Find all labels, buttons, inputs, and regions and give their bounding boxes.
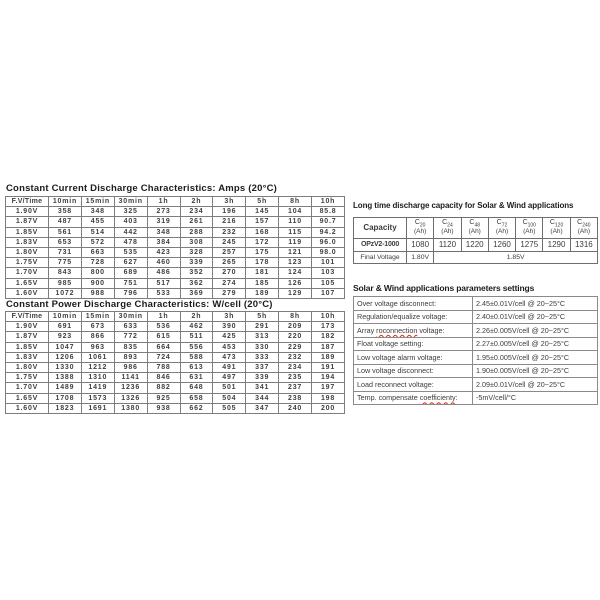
column-header: 8h xyxy=(279,197,312,207)
table-cell: 724 xyxy=(147,352,180,362)
parameter-row xyxy=(354,337,598,351)
table-cell: 1047 xyxy=(49,342,82,352)
table-cell: 358 xyxy=(49,207,82,217)
table-cell: 168 xyxy=(246,227,279,237)
table-row xyxy=(6,278,345,288)
parameter-value: 2.45±0.01V/cell @ 20~25°C xyxy=(473,297,598,311)
table-cell: 486 xyxy=(147,268,180,278)
table-cell: 689 xyxy=(114,268,147,278)
table-cell: 1236 xyxy=(114,383,147,393)
constant-current-title: Constant Current Discharge Characteristics: Amps (20°C) xyxy=(6,183,278,194)
parameter-value: 2.40±0.01V/cell @ 20~25°C xyxy=(473,310,598,324)
constant-power-table xyxy=(5,311,345,414)
table-cell: 533 xyxy=(147,288,180,298)
table-row xyxy=(6,362,345,372)
capacity-model-row xyxy=(354,239,598,252)
solar-params-title: Solar & Wind applications parameters settings xyxy=(353,283,535,293)
table-cell: 352 xyxy=(180,268,213,278)
capacity-value-cell: 1275 xyxy=(516,239,543,252)
table-cell: 925 xyxy=(147,393,180,403)
table-cell: 1388 xyxy=(49,373,82,383)
table-cell: 110 xyxy=(279,217,312,227)
table-cell: 333 xyxy=(246,352,279,362)
table-cell: 455 xyxy=(81,217,114,227)
capacity-header-label: Capacity xyxy=(354,218,407,239)
table-cell: 229 xyxy=(279,342,312,352)
table-cell: 240 xyxy=(279,403,312,413)
column-header: 15min xyxy=(81,312,114,322)
table-cell: 1380 xyxy=(114,403,147,413)
table-cell: 556 xyxy=(180,342,213,352)
table-cell: 390 xyxy=(213,322,246,332)
table-cell: 843 xyxy=(49,268,82,278)
table-cell: 1.65V xyxy=(6,393,49,403)
table-cell: 369 xyxy=(180,288,213,298)
table-cell: 662 xyxy=(180,403,213,413)
parameter-label: Temp. compensate coefficienty: xyxy=(354,391,473,405)
table-cell: 588 xyxy=(180,352,213,362)
column-header: 2h xyxy=(180,197,213,207)
table-cell: 172 xyxy=(246,237,279,247)
parameter-label: Low voltage disconnect: xyxy=(354,364,473,378)
table-cell: 182 xyxy=(312,332,345,342)
table-cell: 347 xyxy=(246,403,279,413)
table-cell: 986 xyxy=(114,362,147,372)
table-cell: 505 xyxy=(213,403,246,413)
table-cell: 85.8 xyxy=(312,207,345,217)
parameter-label: Array roconnection voltage: xyxy=(354,324,473,338)
column-header: 2h xyxy=(180,312,213,322)
table-cell: 232 xyxy=(279,352,312,362)
parameter-row xyxy=(354,310,598,324)
misspelled-word: roconnection xyxy=(376,325,418,335)
parameter-label: Load reconnect voltage: xyxy=(354,378,473,392)
table-cell: 1.70V xyxy=(6,383,49,393)
table-cell: 633 xyxy=(114,322,147,332)
table-cell: 274 xyxy=(213,278,246,288)
column-header: 30min xyxy=(114,312,147,322)
parameter-row xyxy=(354,351,598,365)
table-cell: 673 xyxy=(81,322,114,332)
capacity-value-cell: 1080 xyxy=(407,239,434,252)
table-cell: 175 xyxy=(246,247,279,257)
table-cell: 1330 xyxy=(49,362,82,372)
table-cell: 308 xyxy=(180,237,213,247)
parameter-value: 1.90±0.005V/cell @ 20~25°C xyxy=(473,364,598,378)
table-cell: 1326 xyxy=(114,393,147,403)
column-header: F.V/Time xyxy=(6,197,49,207)
table-cell: 1.65V xyxy=(6,278,49,288)
table-cell: 330 xyxy=(246,342,279,352)
table-cell: 328 xyxy=(180,247,213,257)
table-cell: 325 xyxy=(114,207,147,217)
table-cell: 835 xyxy=(114,342,147,352)
column-header: F.V/Time xyxy=(6,312,49,322)
table-cell: 1072 xyxy=(49,288,82,298)
table-cell: 504 xyxy=(213,393,246,403)
table-cell: 796 xyxy=(114,288,147,298)
table-cell: 511 xyxy=(180,332,213,342)
column-header: 10min xyxy=(49,312,82,322)
solar-params-body xyxy=(354,297,598,405)
table-cell: 194 xyxy=(312,373,345,383)
table-cell: 104 xyxy=(279,207,312,217)
table-cell: 1.70V xyxy=(6,268,49,278)
table-cell: 460 xyxy=(147,258,180,268)
table-cell: 1310 xyxy=(81,373,114,383)
final-voltage-rest-value: 1.85V xyxy=(434,251,598,264)
table-cell: 613 xyxy=(180,362,213,372)
table-cell: 631 xyxy=(180,373,213,383)
table-cell: 1.87V xyxy=(6,217,49,227)
column-header: 1h xyxy=(147,312,180,322)
final-voltage-label: Final Voltage xyxy=(354,251,407,264)
table-cell: 181 xyxy=(246,268,279,278)
table-cell: 572 xyxy=(81,237,114,247)
table-cell: 238 xyxy=(279,393,312,403)
column-header: 5h xyxy=(246,197,279,207)
table-cell: 517 xyxy=(147,278,180,288)
table-cell: 189 xyxy=(312,352,345,362)
parameter-row xyxy=(354,364,598,378)
column-header: 1h xyxy=(147,197,180,207)
table-cell: 288 xyxy=(180,227,213,237)
solar-params-table xyxy=(353,296,598,405)
table-cell: 103 xyxy=(312,268,345,278)
table-row xyxy=(6,332,345,342)
column-header: 3h xyxy=(213,312,246,322)
capacity-value-cell: 1120 xyxy=(434,239,461,252)
table-cell: 1489 xyxy=(49,383,82,393)
table-cell: 157 xyxy=(246,217,279,227)
table-cell: 561 xyxy=(49,227,82,237)
table-cell: 261 xyxy=(180,217,213,227)
parameter-row xyxy=(354,378,598,392)
table-cell: 1.80V xyxy=(6,247,49,257)
table-cell: 615 xyxy=(147,332,180,342)
capacity-column-header: $C_{20}$ (Ah) xyxy=(407,218,434,239)
table-row xyxy=(6,342,345,352)
table-cell: 963 xyxy=(81,342,114,352)
capacity-column-header: $C_{48}$ (Ah) xyxy=(461,218,488,239)
table-cell: 173 xyxy=(312,322,345,332)
table-cell: 344 xyxy=(246,393,279,403)
table-cell: 882 xyxy=(147,383,180,393)
table-cell: 1419 xyxy=(81,383,114,393)
table-cell: 664 xyxy=(147,342,180,352)
table-cell: 185 xyxy=(246,278,279,288)
column-header: 10h xyxy=(312,197,345,207)
table-cell: 478 xyxy=(114,237,147,247)
table-cell: 1.80V xyxy=(6,362,49,372)
table-row xyxy=(6,288,345,298)
table-row xyxy=(6,268,345,278)
table-row xyxy=(6,373,345,383)
table-cell: 866 xyxy=(81,332,114,342)
table-cell: 691 xyxy=(49,322,82,332)
constant-power-title: Constant Power Discharge Characteristics: W/cell (20°C) xyxy=(6,299,273,310)
table-cell: 473 xyxy=(213,352,246,362)
table-cell: 1206 xyxy=(49,352,82,362)
table-row xyxy=(6,403,345,413)
table-cell: 1.75V xyxy=(6,258,49,268)
parameter-label: Float voltage setting: xyxy=(354,337,473,351)
table-cell: 220 xyxy=(279,332,312,342)
table-cell: 1.90V xyxy=(6,207,49,217)
capacity-column-header: $C_{240}$ (Ah) xyxy=(570,218,597,239)
table-cell: 319 xyxy=(147,217,180,227)
table-cell: 198 xyxy=(312,393,345,403)
table-cell: 245 xyxy=(213,237,246,247)
table-cell: 124 xyxy=(279,268,312,278)
table-cell: 800 xyxy=(81,268,114,278)
table-cell: 772 xyxy=(114,332,147,342)
column-header: 30min xyxy=(114,197,147,207)
table-cell: 191 xyxy=(312,362,345,372)
table-cell: 1823 xyxy=(49,403,82,413)
table-cell: 627 xyxy=(114,258,147,268)
table-row xyxy=(6,383,345,393)
table-cell: 178 xyxy=(246,258,279,268)
table-row xyxy=(6,227,345,237)
capacity-value-cell: 1290 xyxy=(543,239,570,252)
constant-current-header-row xyxy=(6,197,345,207)
table-cell: 273 xyxy=(147,207,180,217)
table-cell: 189 xyxy=(246,288,279,298)
table-cell: 648 xyxy=(180,383,213,393)
parameter-value: 1.95±0.005V/cell @ 20~25°C xyxy=(473,351,598,365)
table-cell: 1.87V xyxy=(6,332,49,342)
battery-model-label: OPzV2-1000 xyxy=(354,239,407,252)
table-cell: 900 xyxy=(81,278,114,288)
table-cell: 988 xyxy=(81,288,114,298)
table-cell: 126 xyxy=(279,278,312,288)
column-header: 10min xyxy=(49,197,82,207)
table-cell: 1708 xyxy=(49,393,82,403)
table-cell: 232 xyxy=(213,227,246,237)
table-row xyxy=(6,207,345,217)
table-cell: 1.83V xyxy=(6,237,49,247)
table-cell: 257 xyxy=(213,247,246,257)
table-cell: 234 xyxy=(180,207,213,217)
table-cell: 209 xyxy=(279,322,312,332)
table-cell: 893 xyxy=(114,352,147,362)
capacity-column-header: $C_{24}$ (Ah) xyxy=(434,218,461,239)
table-cell: 403 xyxy=(114,217,147,227)
table-cell: 1.83V xyxy=(6,352,49,362)
table-row xyxy=(6,247,345,257)
table-cell: 1061 xyxy=(81,352,114,362)
parameter-row xyxy=(354,324,598,338)
table-cell: 1691 xyxy=(81,403,114,413)
table-cell: 462 xyxy=(180,322,213,332)
table-cell: 197 xyxy=(312,383,345,393)
table-cell: 196 xyxy=(213,207,246,217)
constant-power-header-row xyxy=(6,312,345,322)
table-cell: 123 xyxy=(279,258,312,268)
table-row xyxy=(6,322,345,332)
table-cell: 187 xyxy=(312,342,345,352)
table-cell: 348 xyxy=(81,207,114,217)
parameter-label: Regulation/equalize voltage: xyxy=(354,310,473,324)
capacity-value-cell: 1260 xyxy=(488,239,515,252)
table-cell: 497 xyxy=(213,373,246,383)
table-cell: 200 xyxy=(312,403,345,413)
table-cell: 751 xyxy=(114,278,147,288)
column-header: 8h xyxy=(279,312,312,322)
table-cell: 384 xyxy=(147,237,180,247)
parameter-value: 2.27±0.005V/cell @ 20~25°C xyxy=(473,337,598,351)
table-cell: 1.75V xyxy=(6,373,49,383)
misspelled-word: coefficienty xyxy=(419,393,456,403)
table-cell: 514 xyxy=(81,227,114,237)
table-cell: 348 xyxy=(147,227,180,237)
capacity-value-cell: 1220 xyxy=(461,239,488,252)
table-cell: 923 xyxy=(49,332,82,342)
table-cell: 337 xyxy=(246,362,279,372)
column-header: 3h xyxy=(213,197,246,207)
table-cell: 96.0 xyxy=(312,237,345,247)
table-cell: 291 xyxy=(246,322,279,332)
table-cell: 425 xyxy=(213,332,246,342)
parameter-row xyxy=(354,297,598,311)
table-cell: 313 xyxy=(246,332,279,342)
table-cell: 339 xyxy=(180,258,213,268)
table-row xyxy=(6,237,345,247)
capacity-column-header: $C_{120}$ (Ah) xyxy=(543,218,570,239)
solar-capacity-table xyxy=(353,217,598,264)
table-cell: 1.85V xyxy=(6,227,49,237)
table-cell: 98.0 xyxy=(312,247,345,257)
table-cell: 423 xyxy=(147,247,180,257)
table-cell: 265 xyxy=(213,258,246,268)
table-cell: 107 xyxy=(312,288,345,298)
table-cell: 788 xyxy=(147,362,180,372)
table-cell: 362 xyxy=(180,278,213,288)
table-cell: 985 xyxy=(49,278,82,288)
constant-current-body xyxy=(6,207,345,299)
table-cell: 1.60V xyxy=(6,288,49,298)
column-header: 15min xyxy=(81,197,114,207)
final-voltage-row xyxy=(354,251,598,264)
parameter-label: Low voltage alarm voltage: xyxy=(354,351,473,365)
table-cell: 453 xyxy=(213,342,246,352)
table-cell: 728 xyxy=(81,258,114,268)
table-row xyxy=(6,393,345,403)
table-cell: 501 xyxy=(213,383,246,393)
table-cell: 341 xyxy=(246,383,279,393)
table-cell: 234 xyxy=(279,362,312,372)
table-cell: 145 xyxy=(246,207,279,217)
table-cell: 129 xyxy=(279,288,312,298)
table-cell: 1.85V xyxy=(6,342,49,352)
table-cell: 663 xyxy=(81,247,114,257)
parameter-label: Over voltage disconnect: xyxy=(354,297,473,311)
table-cell: 731 xyxy=(49,247,82,257)
table-cell: 775 xyxy=(49,258,82,268)
table-cell: 1212 xyxy=(81,362,114,372)
table-cell: 442 xyxy=(114,227,147,237)
parameter-row xyxy=(354,391,598,405)
table-cell: 535 xyxy=(114,247,147,257)
table-cell: 1573 xyxy=(81,393,114,403)
parameter-value: 2.09±0.01V/cell @ 20~25°C xyxy=(473,378,598,392)
column-header: 10h xyxy=(312,312,345,322)
solar-capacity-title: Long time discharge capacity for Solar & Wind applications xyxy=(353,201,574,210)
table-cell: 237 xyxy=(279,383,312,393)
table-cell: 270 xyxy=(213,268,246,278)
capacity-column-header: $C_{100}$ (Ah) xyxy=(516,218,543,239)
table-cell: 235 xyxy=(279,373,312,383)
capacity-header-row xyxy=(354,218,598,239)
constant-current-table xyxy=(5,196,345,299)
final-voltage-first-value: 1.80V xyxy=(407,251,434,264)
table-row xyxy=(6,352,345,362)
table-cell: 658 xyxy=(180,393,213,403)
table-cell: 115 xyxy=(279,227,312,237)
table-cell: 119 xyxy=(279,237,312,247)
table-cell: 846 xyxy=(147,373,180,383)
table-cell: 121 xyxy=(279,247,312,257)
column-header: 5h xyxy=(246,312,279,322)
table-row xyxy=(6,258,345,268)
parameter-value: -5mV/cell/°C xyxy=(473,391,598,405)
table-row xyxy=(6,217,345,227)
table-cell: 1.60V xyxy=(6,403,49,413)
table-cell: 105 xyxy=(312,278,345,288)
capacity-column-header: $C_{72}$ (Ah) xyxy=(488,218,515,239)
table-cell: 90.7 xyxy=(312,217,345,227)
capacity-value-cell: 1316 xyxy=(570,239,597,252)
constant-power-body xyxy=(6,322,345,414)
table-cell: 1141 xyxy=(114,373,147,383)
table-cell: 938 xyxy=(147,403,180,413)
table-cell: 94.2 xyxy=(312,227,345,237)
table-cell: 653 xyxy=(49,237,82,247)
table-cell: 101 xyxy=(312,258,345,268)
table-cell: 279 xyxy=(213,288,246,298)
table-cell: 339 xyxy=(246,373,279,383)
table-cell: 491 xyxy=(213,362,246,372)
table-cell: 487 xyxy=(49,217,82,227)
parameter-value: 2.26±0.005V/cell @ 20~25°C xyxy=(473,324,598,338)
table-cell: 216 xyxy=(213,217,246,227)
table-cell: 1.90V xyxy=(6,322,49,332)
table-cell: 536 xyxy=(147,322,180,332)
